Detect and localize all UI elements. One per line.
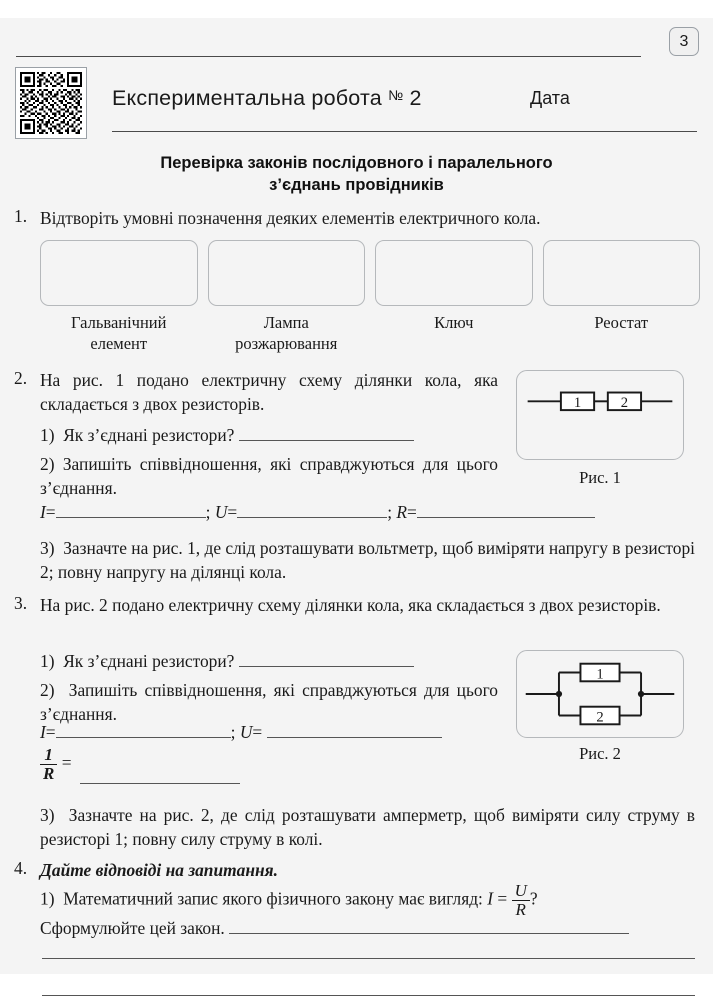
section-2-number: 2.: [14, 368, 28, 388]
qr-code-icon: [15, 67, 87, 139]
section-3-number: 3.: [14, 593, 28, 613]
equals-sign: =: [497, 888, 508, 909]
parallel-circuit-figure: [516, 650, 684, 738]
worksheet-page: [0, 18, 713, 974]
figure-1-caption: Рис. 1: [579, 468, 621, 487]
section-3-q1-text: Як з’єднані резистори?: [63, 651, 235, 671]
series-circuit-figure: [516, 370, 684, 460]
fraction-numerator: 1: [44, 745, 53, 764]
current-symbol: I: [40, 722, 46, 742]
figure-2-caption: Рис. 2: [579, 744, 621, 763]
symbol-drawing-boxes: [40, 240, 700, 306]
section-2-q1-marker: 1): [40, 425, 55, 445]
page-title: [0, 152, 713, 196]
section-4-answer-label: Сформулюйте цей закон.: [40, 918, 225, 938]
symbol-label-line1: Гальванічний: [71, 313, 167, 332]
semicolon: ;: [387, 502, 393, 522]
section-3-q2-marker: 2): [40, 680, 55, 700]
section-3-reciprocal-blank[interactable]: [80, 783, 240, 784]
section-2-q3-text: Зазначте на рис. 1, де слід розташувати вольтметр, щоб виміряти напругу в резисторі 2; повну напругу на ділянці кола.: [40, 538, 695, 582]
section-3-formula-row: [40, 720, 498, 744]
semicolon: ;: [230, 722, 236, 742]
section-3-question-1: [40, 649, 498, 673]
section-3-question-3: [40, 803, 695, 851]
equals-sign: =: [407, 502, 417, 522]
section-4-answer-blank-2[interactable]: [42, 958, 695, 959]
section-2-question-3: [40, 536, 695, 584]
section-2-resistance-blank[interactable]: [417, 503, 595, 518]
symbol-label-galvanic-element: [40, 312, 198, 354]
semicolon: ;: [205, 502, 211, 522]
section-2-voltage-blank[interactable]: [237, 503, 387, 518]
voltage-symbol: U: [214, 502, 228, 522]
symbol-label-line1: Ключ: [434, 313, 474, 332]
section-3-text: На рис. 2 подано електричну схему ділянки кола, яка складається з двох резисторів.: [40, 595, 661, 615]
symbol-label-key: [375, 312, 533, 354]
date-label: Дата: [530, 88, 570, 108]
symbol-label-rheostat: [543, 312, 701, 354]
symbol-box-labels: [40, 312, 700, 354]
voltage-symbol: U: [239, 722, 253, 742]
section-4-q1-text: Математичний запис якого фізичного закону має вигляд:: [63, 888, 483, 909]
equals-sign: =: [61, 752, 72, 773]
section-4-answer-prompt: [40, 916, 695, 940]
section-2-q3-marker: 3): [40, 538, 55, 558]
fraction-numerator: U: [514, 881, 527, 900]
section-3-q3-text: Зазначте на рис. 2, де слід розташувати амперметр, щоб виміряти силу струму в резисторі 1; повну силу струму в колі.: [40, 805, 696, 849]
equals-sign: =: [45, 722, 56, 742]
work-heading-number: 2: [403, 86, 422, 110]
section-3-q2-text: Запишіть співвідношення, які справджуються для цього з’єднання.: [40, 680, 498, 724]
section-2-formula-row: [40, 500, 695, 524]
symbol-box-lamp[interactable]: [208, 240, 366, 306]
section-4-question-1: [40, 882, 695, 919]
u-over-r-fraction: [512, 882, 530, 919]
work-heading-main: Експериментальна робота: [112, 86, 389, 110]
question-mark: ?: [529, 888, 538, 909]
section-4-text: Дайте відповіді на запитання.: [40, 860, 278, 880]
section-2-q1-answer-blank[interactable]: [239, 426, 414, 441]
svg-text:2: 2: [620, 395, 629, 412]
section-1-text: Відтворіть умовні позначення деяких елементів електричного кола.: [40, 208, 541, 228]
top-divider: [16, 56, 641, 57]
symbol-label-line1: Лампа: [263, 313, 309, 332]
current-symbol: I: [487, 888, 494, 909]
section-2-current-blank[interactable]: [56, 503, 206, 518]
section-3-q1-marker: 1): [40, 651, 55, 671]
one-over-r-fraction: [40, 746, 57, 783]
section-1-number: 1.: [14, 206, 28, 226]
page-number-text: 3: [679, 32, 689, 50]
page-number-badge: [669, 27, 699, 56]
svg-text:1: 1: [573, 395, 582, 412]
page-title-line2: з’єднань провідників: [269, 176, 444, 194]
section-2-question-2: [40, 452, 498, 500]
current-symbol: I: [40, 502, 46, 522]
equals-sign: =: [227, 502, 238, 522]
symbol-box-key[interactable]: [375, 240, 533, 306]
section-2-q2-text: Запишіть співвідношення, які справджуються для цього з’єднання.: [40, 454, 498, 498]
section-3-q3-marker: 3): [40, 805, 55, 825]
symbol-label-line1: Реостат: [594, 313, 649, 332]
symbol-label-line2: елемент: [90, 334, 148, 353]
equals-sign: =: [45, 502, 56, 522]
section-4-number: 4.: [14, 858, 28, 878]
section-2-text: На рис. 1 подано електричну схему ділянки кола, яка складається з двох резисторів.: [40, 370, 498, 414]
section-2-q2-marker: 2): [40, 454, 55, 474]
section-3-q1-answer-blank[interactable]: [239, 652, 414, 667]
equals-sign: =: [252, 722, 263, 742]
section-3-voltage-blank[interactable]: [267, 723, 442, 738]
number-sign: №: [388, 87, 404, 103]
section-3-reciprocal-formula: [40, 746, 300, 783]
page-title-line1: Перевірка законів послідовного і паралельного: [160, 154, 553, 172]
section-3-current-blank[interactable]: [56, 723, 231, 738]
symbol-box-rheostat[interactable]: [543, 240, 701, 306]
fraction-denominator: R: [512, 900, 530, 919]
resistance-symbol: R: [396, 502, 408, 522]
symbol-label-lamp: [208, 312, 366, 354]
section-4-q1-marker: 1): [40, 888, 55, 909]
section-2-q1-text: Як з’єднані резистори?: [63, 425, 235, 445]
work-heading: [112, 86, 422, 111]
svg-text:1: 1: [596, 666, 604, 683]
header-divider: [112, 131, 697, 132]
section-2-question-1: [40, 423, 498, 447]
fraction-denominator: R: [40, 764, 57, 783]
svg-text:2: 2: [596, 709, 604, 726]
symbol-box-galvanic-element[interactable]: [40, 240, 198, 306]
section-4-answer-blank-1[interactable]: [229, 919, 629, 934]
symbol-label-line2: розжарювання: [235, 334, 338, 353]
section-3-question-2: [40, 678, 498, 726]
